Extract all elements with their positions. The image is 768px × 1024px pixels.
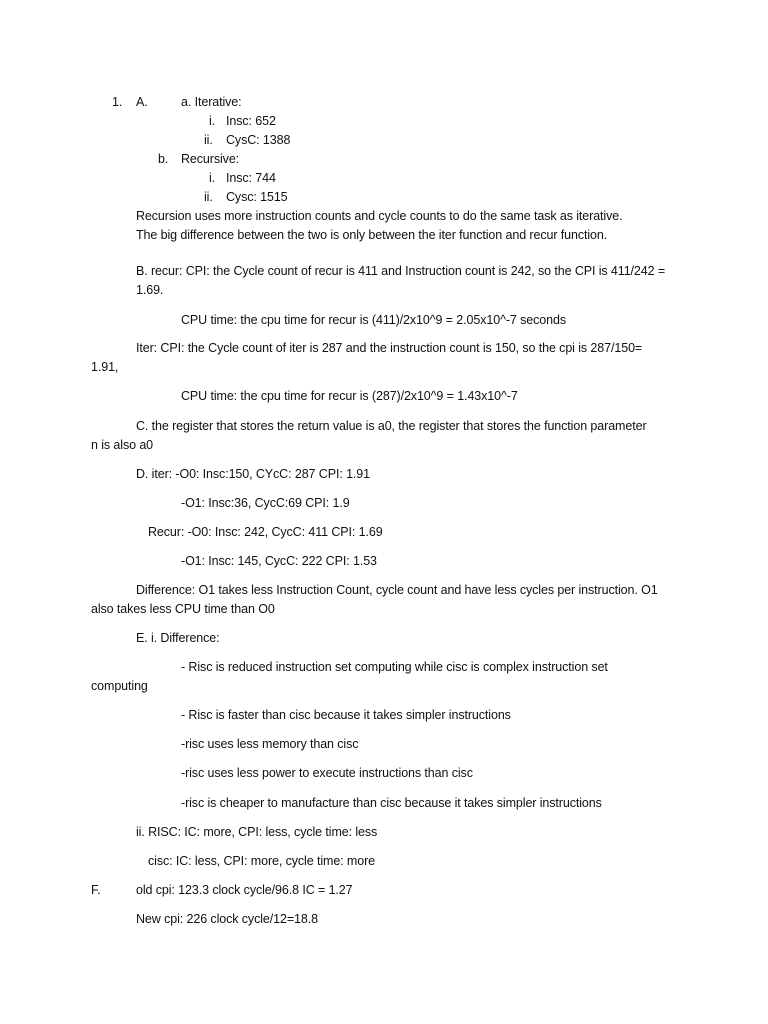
part-b-iter-cpi-line1: Iter: CPI: the Cycle count of iter is 287 and the instruction count is 150, so the cpi is 287/150= bbox=[136, 341, 643, 355]
recursive-cysc: Cysc: 1515 bbox=[226, 190, 288, 204]
part-a-summary-line1: Recursion uses more instruction counts and cycle counts to do the same task as iterative. bbox=[136, 209, 623, 223]
part-d-iter-o1: -O1: Insc:36, CycC:69 CPI: 1.9 bbox=[181, 496, 350, 510]
part-c-line2: n is also a0 bbox=[91, 438, 154, 452]
recursive-num: b. bbox=[158, 152, 169, 166]
list-item-num: i. bbox=[209, 114, 216, 128]
recursive-insc: Insc: 744 bbox=[226, 171, 276, 185]
iterative-cysc: CysC: 1388 bbox=[226, 133, 291, 147]
part-d-difference-line2: also takes less CPU time than O0 bbox=[91, 602, 275, 616]
recursive-heading: Recursive: bbox=[181, 152, 240, 166]
iterative-insc: Insc: 652 bbox=[226, 114, 276, 128]
part-e-cisc-line: cisc: IC: less, CPI: more, cycle time: more bbox=[148, 854, 375, 868]
list-item-num: ii. bbox=[204, 190, 213, 204]
part-d-difference-line1: Difference: O1 takes less Instruction Count, cycle count and have less cycles per instruction. O1 bbox=[136, 583, 658, 597]
part-b-recur-cpi-line1: B. recur: CPI: the Cycle count of recur is 411 and Instruction count is 242, so the CPI is 411/242 = bbox=[136, 264, 666, 278]
list-item-num: ii. bbox=[204, 133, 213, 147]
question-number: 1. bbox=[112, 95, 123, 109]
part-e-bullet5: -risc is cheaper to manufacture than cisc because it takes simpler instructions bbox=[181, 796, 602, 810]
part-f-old-cpi: old cpi: 123.3 clock cycle/96.8 IC = 1.27 bbox=[136, 883, 353, 897]
part-d-recur-o0: Recur: -O0: Insc: 242, CycC: 411 CPI: 1.69 bbox=[148, 525, 383, 539]
part-e-risc-line: ii. RISC: IC: more, CPI: less, cycle time: less bbox=[136, 825, 378, 839]
part-b-iter-cpi-line2: 1.91, bbox=[91, 360, 119, 374]
list-item-num: i. bbox=[209, 171, 216, 185]
part-a-label: A. bbox=[136, 95, 148, 109]
part-d-recur-o1: -O1: Insc: 145, CycC: 222 CPI: 1.53 bbox=[181, 554, 377, 568]
part-e-bullet3: -risc uses less memory than cisc bbox=[181, 737, 359, 751]
part-d-iter-o0: D. iter: -O0: Insc:150, CYcC: 287 CPI: 1.91 bbox=[136, 467, 370, 481]
part-f-label: F. bbox=[91, 883, 101, 897]
iterative-heading: a. Iterative: bbox=[181, 95, 242, 109]
part-e-heading: E. i. Difference: bbox=[136, 631, 220, 645]
part-b-iter-cpu-time: CPU time: the cpu time for recur is (287)/2x10^9 = 1.43x10^-7 bbox=[181, 389, 518, 403]
part-e-bullet1-line1: - Risc is reduced instruction set computing while cisc is complex instruction set bbox=[181, 660, 608, 674]
part-f-new-cpi: New cpi: 226 clock cycle/12=18.8 bbox=[136, 912, 318, 926]
part-b-recur-cpu-time: CPU time: the cpu time for recur is (411)/2x10^9 = 2.05x10^-7 seconds bbox=[181, 313, 566, 327]
part-e-bullet1-line2: computing bbox=[91, 679, 148, 693]
part-e-bullet4: -risc uses less power to execute instructions than cisc bbox=[181, 766, 473, 780]
part-a-summary-line2: The big difference between the two is only between the iter function and recur function. bbox=[136, 228, 608, 242]
part-e-bullet2: - Risc is faster than cisc because it takes simpler instructions bbox=[181, 708, 511, 722]
part-b-recur-cpi-line2: 1.69. bbox=[136, 283, 164, 297]
part-c-line1: C. the register that stores the return value is a0, the register that stores the function parameter bbox=[136, 419, 647, 433]
